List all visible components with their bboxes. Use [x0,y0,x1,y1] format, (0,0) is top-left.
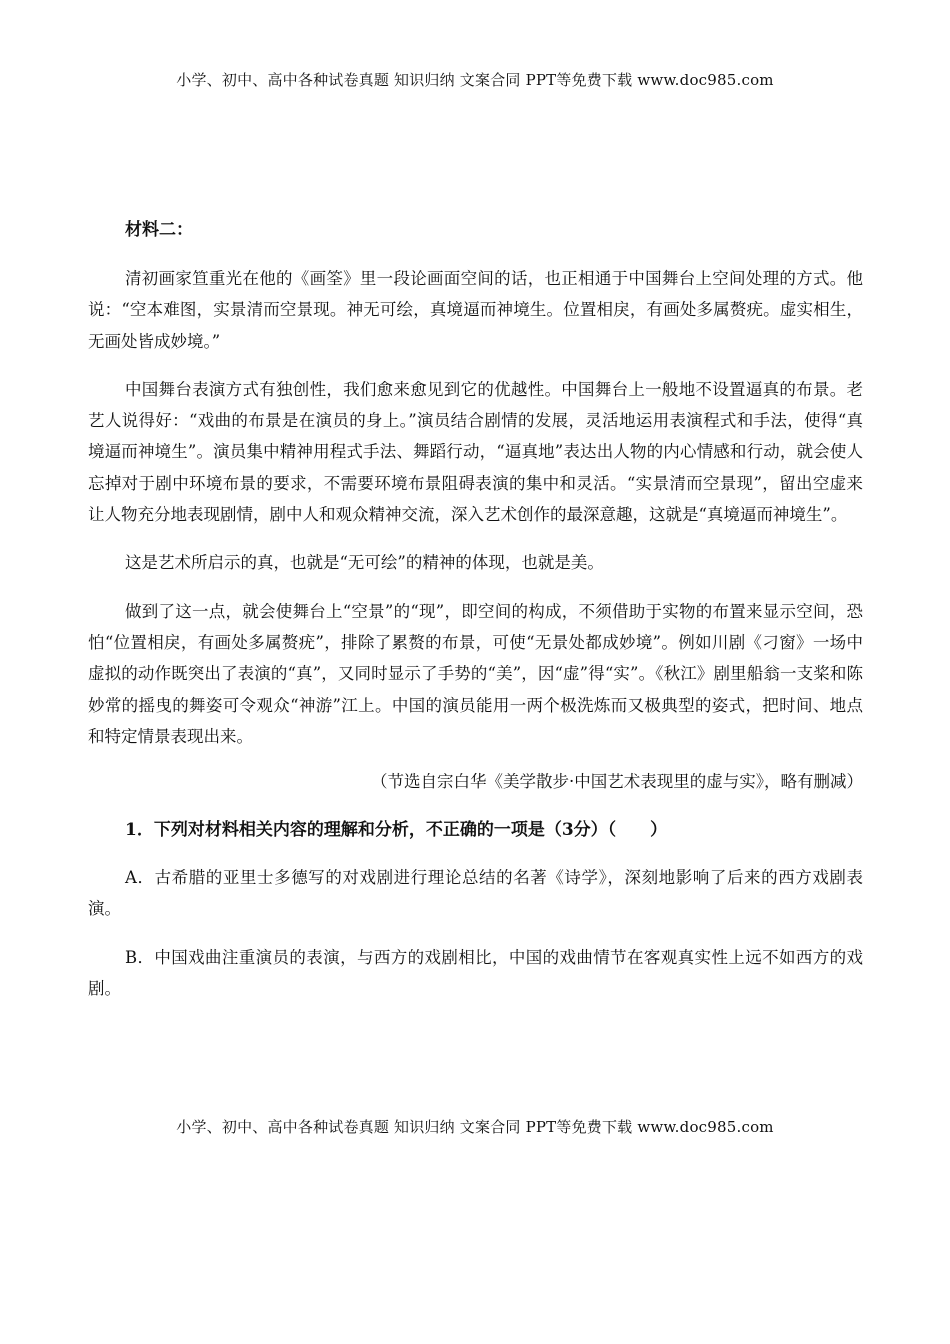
material-paragraph-2: 中国舞台表演方式有独创性，我们愈来愈见到它的优越性。中国舞台上一般地不设置逼真的布景。老艺人说得好：“戏曲的布景是在演员的身上。”演员结合剧情的发展，灵活地运用表演程式和手法，使得“真境逼而神境生”。演员集中精神用程式手法、舞蹈行动，“逼真地”表达出人物的内心情感和行动，就会使人忘掉对于剧中环境布景的要求，不需要环境布景阻碍表演的集中和灵活。“实景清而空景现”，留出空虚来让人物充分地表现剧情，剧中人和观众精神交流，深入艺术创作的最深意趣，这就是“真境逼而神境生”。 [88,379,863,525]
document-body [88,218,863,1021]
question-option-b: B．中国戏曲注重演员的表演，与西方的戏剧相比，中国的戏曲情节在客观真实性上远不如西方的戏剧。 [88,947,863,999]
material-paragraph-4: 做到了这一点，就会使舞台上“空景”的“现”，即空间的构成，不须借助于实物的布置来显示空间，恐怕“位置相戾，有画处多属赘疣”，排除了累赘的布景，可使“无景处都成妙境”。例如川剧《刁窗》一场中虚拟的动作既突出了表演的“真”，又同时显示了手势的“美”，因“虚”得“实”。《秋江》剧里船翁一支桨和陈妙常的摇曳的舞姿可令观众“神游”江上。中国的演员能用一两个极洗炼而又极典型的姿式，把时间、地点和特定情景表现出来。 [88,601,863,746]
page-footer: 小学、初中、高中各种试卷真题 知识归纳 文案合同 PPT等免费下载 www.doc985.com [176,1118,774,1136]
material-paragraph-1: 清初画家笪重光在他的《画筌》里一段论画面空间的话，也正相通于中国舞台上空间处理的方式。他说：“空本难图，实景清而空景现。神无可绘，真境逼而神境生。位置相戾，有画处多属赘疣。虚实相生，无画处皆成妙境。” [88,269,863,351]
page-header: 小学、初中、高中各种试卷真题 知识归纳 文案合同 PPT等免费下载 www.doc985.com [176,71,774,89]
question-stem: 1．下列对材料相关内容的理解和分析，不正确的一项是（3分）（ ） [125,820,668,841]
source-citation: （节选自宗白华《美学散步·中国艺术表现里的虚与实》，略有删减） [371,772,863,792]
material-title: 材料二： [125,220,193,240]
question-option-a: A．古希腊的亚里士多德写的对戏剧进行理论总结的名著《诗学》，深刻地影响了后来的西方戏剧表演。 [88,868,863,919]
material-paragraph-3: 这是艺术所启示的真，也就是“无可绘”的精神的体现，也就是美。 [125,553,604,573]
